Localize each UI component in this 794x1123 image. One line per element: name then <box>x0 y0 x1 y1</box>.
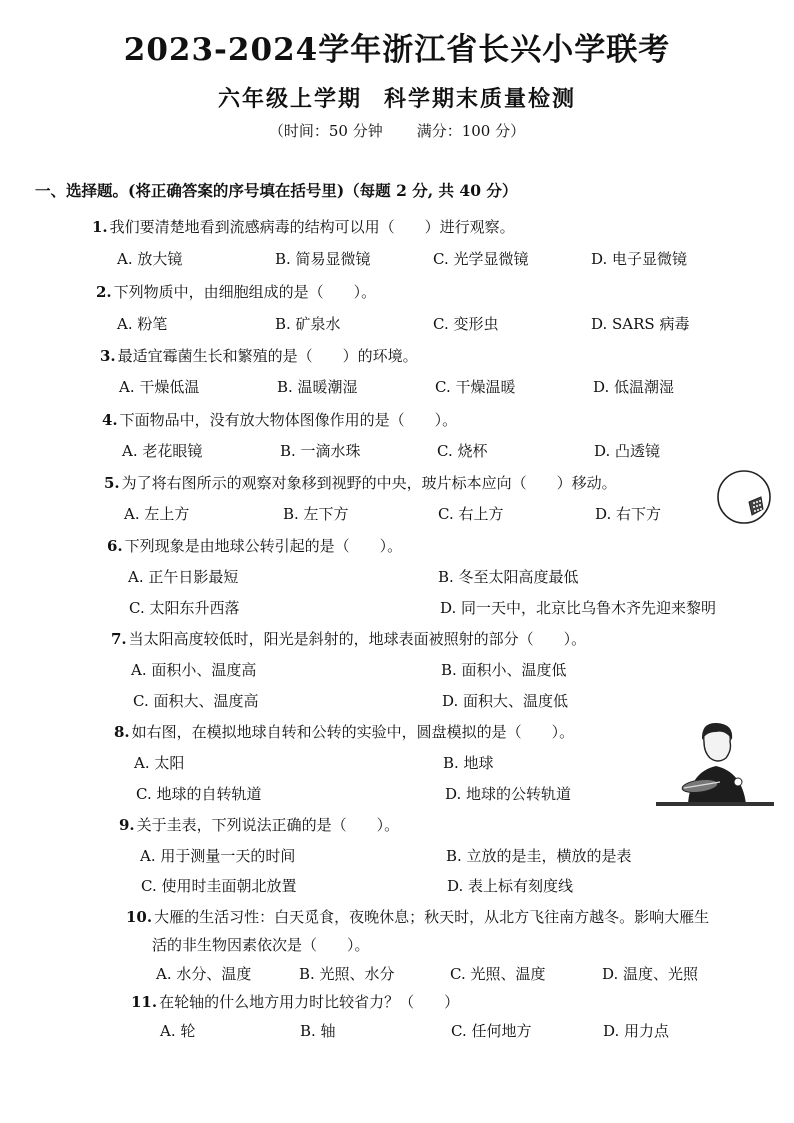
microscope-field-icon <box>716 469 772 525</box>
option-8a[interactable]: A. 太阳 <box>134 754 185 772</box>
option-10a[interactable]: A. 水分、温度 <box>156 965 252 983</box>
question-10-continued: 活的非生物因素依次是（ ）。 <box>152 936 370 954</box>
option-2b[interactable]: B. 矿泉水 <box>275 315 341 333</box>
option-6a[interactable]: A. 正午日影最短 <box>128 568 239 586</box>
option-11a[interactable]: A. 轮 <box>160 1022 196 1040</box>
option-11d[interactable]: D. 用力点 <box>603 1022 670 1040</box>
option-4d[interactable]: D. 凸透镜 <box>594 442 661 460</box>
option-8b[interactable]: B. 地球 <box>443 754 494 772</box>
option-6c[interactable]: C. 太阳东升西落 <box>129 599 240 617</box>
exam-score: 满分：100 分） <box>416 122 526 140</box>
option-3a[interactable]: A. 干燥低温 <box>119 378 200 396</box>
option-2c[interactable]: C. 变形虫 <box>433 315 499 333</box>
option-5a[interactable]: A. 左上方 <box>124 505 190 523</box>
exam-title: 2023-2024学年浙江省长兴小学联考 <box>123 32 671 68</box>
option-2d[interactable]: D. SARS 病毒 <box>591 315 690 333</box>
option-9b[interactable]: B. 立放的是圭，横放的是表 <box>446 847 632 865</box>
option-4b[interactable]: B. 一滴水珠 <box>280 442 361 460</box>
option-7b[interactable]: B. 面积小、温度低 <box>441 661 567 679</box>
question-2: 2. 下列物质中，由细胞组成的是（ ）。 <box>96 283 377 301</box>
option-1b[interactable]: B. 简易显微镜 <box>275 250 371 268</box>
subtitle-subject: 科学期末质量检测 <box>384 86 577 112</box>
question-9: 9. 关于圭表，下列说法正确的是（ ）。 <box>119 816 400 834</box>
option-7a[interactable]: A. 面积小、温度高 <box>131 661 257 679</box>
question-8: 8. 如右图，在模拟地球自转和公转的实验中，圆盘模拟的是（ ）。 <box>114 723 575 741</box>
option-4c[interactable]: C. 烧杯 <box>437 442 488 460</box>
option-7c[interactable]: C. 面积大、温度高 <box>133 692 259 710</box>
question-11: 11. 在轮轴的什么地方用力时比较省力？（ ） <box>131 993 460 1011</box>
option-1d[interactable]: D. 电子显微镜 <box>591 250 688 268</box>
option-10d[interactable]: D. 温度、光照 <box>602 965 699 983</box>
option-1c[interactable]: C. 光学显微镜 <box>433 250 529 268</box>
exam-meta <box>0 120 794 141</box>
option-9d[interactable]: D. 表上标有刻度线 <box>447 877 574 895</box>
option-2a[interactable]: A. 粉笔 <box>117 315 168 333</box>
option-5d[interactable]: D. 右下方 <box>595 505 662 523</box>
question-7: 7. 当太阳高度较低时，阳光是斜射的，地球表面被照射的部分（ ）。 <box>111 630 587 648</box>
option-5b[interactable]: B. 左下方 <box>283 505 349 523</box>
option-10b[interactable]: B. 光照、水分 <box>299 965 395 983</box>
question-10: 10. 大雁的生活习性：白天觅食，夜晚休息；秋天时，从北方飞往南方越冬。影响大雁生 <box>126 908 710 926</box>
question-6: 6. 下列现象是由地球公转引起的是（ ）。 <box>107 537 403 555</box>
option-11b[interactable]: B. 轴 <box>300 1022 336 1040</box>
subtitle-grade: 六年级上学期 <box>217 86 362 112</box>
option-7d[interactable]: D. 面积大、温度低 <box>442 692 569 710</box>
option-8c[interactable]: C. 地球的自转轨道 <box>136 785 262 803</box>
student-with-disc-illustration <box>654 722 776 812</box>
option-4a[interactable]: A. 老花眼镜 <box>122 442 203 460</box>
option-9c[interactable]: C. 使用时圭面朝北放置 <box>141 877 297 895</box>
exam-time: （时间：50 分钟 <box>268 122 383 140</box>
option-1a[interactable]: A. 放大镜 <box>117 250 183 268</box>
option-3d[interactable]: D. 低温潮湿 <box>593 378 675 396</box>
option-5c[interactable]: C. 右上方 <box>438 505 504 523</box>
option-3b[interactable]: B. 温暖潮湿 <box>277 378 358 396</box>
question-4: 4. 下面物品中，没有放大物体图像作用的是（ ）。 <box>102 411 458 429</box>
option-6b[interactable]: B. 冬至太阳高度最低 <box>438 568 579 586</box>
option-9a[interactable]: A. 用于测量一天的时间 <box>140 847 296 865</box>
option-11c[interactable]: C. 任何地方 <box>451 1022 532 1040</box>
question-1: 1. 我们要清楚地看到流感病毒的结构可以用（ ）进行观察。 <box>92 218 515 236</box>
section-title: 一、选择题。(将正确答案的序号填在括号里)（每题 2 分, 共 40 分） <box>35 181 518 200</box>
option-8d[interactable]: D. 地球的公转轨道 <box>445 785 572 803</box>
option-3c[interactable]: C. 干燥温暖 <box>435 378 516 396</box>
option-10c[interactable]: C. 光照、温度 <box>450 965 546 983</box>
question-3: 3. 最适宜霉菌生长和繁殖的是（ ）的环境。 <box>100 347 418 365</box>
exam-subtitle <box>0 82 794 113</box>
question-5: 5. 为了将右图所示的观察对象移到视野的中央，玻片标本应向（ ）移动。 <box>104 474 617 492</box>
option-6d[interactable]: D. 同一天中，北京比乌鲁木齐先迎来黎明 <box>440 599 717 617</box>
